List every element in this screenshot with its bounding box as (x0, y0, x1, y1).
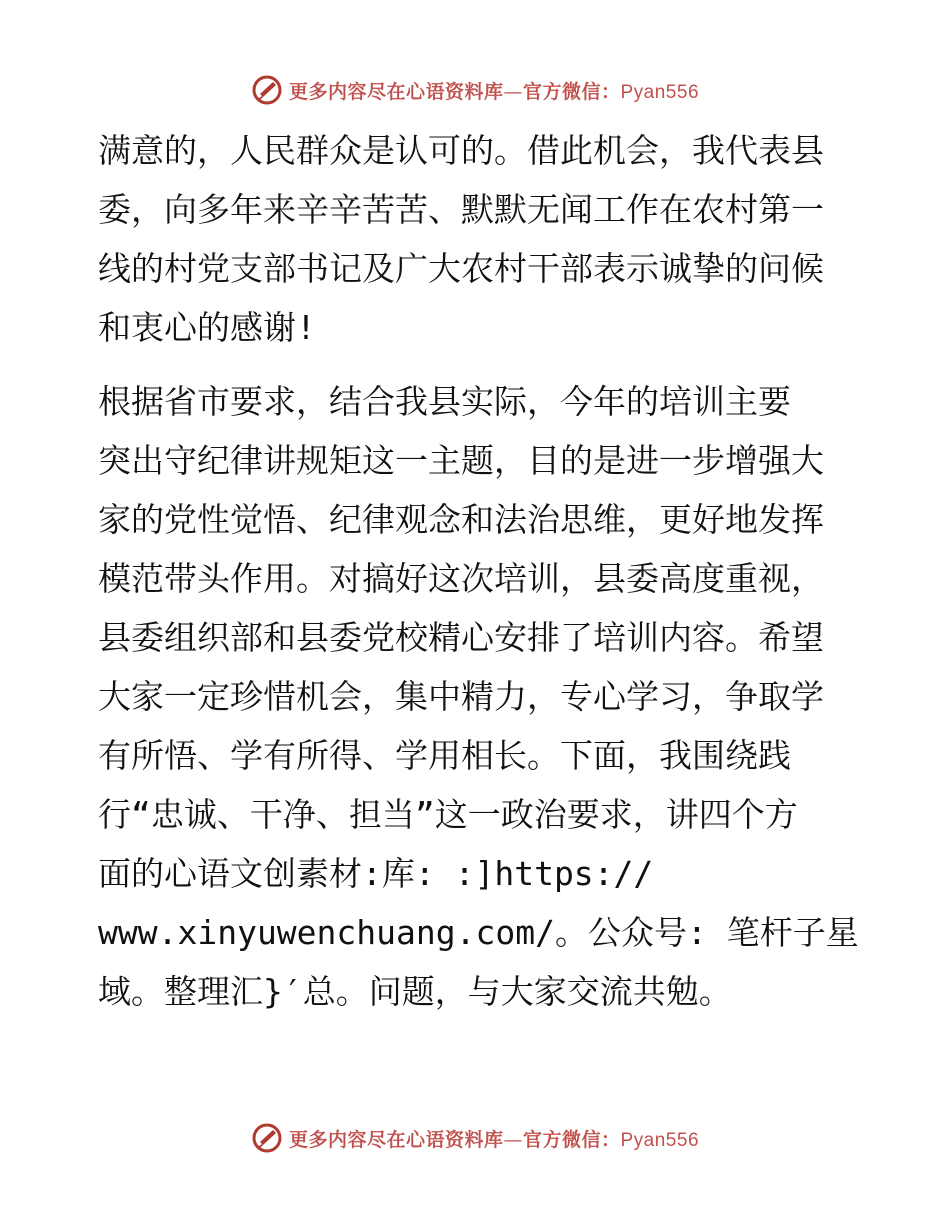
header-wechat-label: 官方微信： (522, 80, 621, 103)
document-body (98, 121, 858, 1021)
paragraph-1 (98, 121, 858, 357)
paragraph-gap (98, 357, 858, 372)
footer-wechat-id: Pyan556 (620, 1129, 700, 1151)
header-text (289, 77, 699, 104)
header-banner (0, 70, 950, 110)
text-line: www.xinyuwenchuang.com/。公众号: 笔杆子星 (98, 913, 859, 952)
footer-brand: 更多内容尽在心语资料库 (288, 1128, 504, 1151)
text-line: 突出守纪律讲规矩这一主题，目的是进一步增强大 (98, 441, 824, 480)
text-line: 线的村党支部书记及广大农村干部表示诚挚的问候 (98, 249, 824, 288)
brand-logo-icon (251, 74, 283, 106)
text-line: 满意的，人民群众是认可的。借此机会，我代表县 (98, 131, 824, 170)
text-line: 县委组织部和县委党校精心安排了培训内容。希望 (98, 618, 824, 657)
text-line: 有所悟、学有所得、学用相长。下面，我围绕践 (98, 736, 791, 775)
footer-wechat-label: 官方微信： (522, 1128, 621, 1151)
text-line: 模范带头作用。对搞好这次培训，县委高度重视， (98, 559, 824, 598)
text-line: 行“忠诚、干净、担当”这一政治要求，讲四个方 (98, 795, 798, 834)
footer-dash: — (503, 1128, 523, 1151)
text-line: 家的党性觉悟、纪律观念和法治思维，更好地发挥 (98, 500, 824, 539)
footer-banner (0, 1118, 950, 1158)
footer-text (289, 1125, 699, 1152)
text-line: 委，向多年来辛辛苦苦、默默无闻工作在农村第一 (98, 190, 824, 229)
text-line: 大家一定珍惜机会，集中精力，专心学习，争取学 (98, 677, 824, 716)
text-line: 域。整理汇}′总。问题，与大家交流共勉。 (98, 972, 732, 1011)
header-dash: — (503, 80, 523, 103)
text-line: 根据省市要求，结合我县实际，今年的培训主要 (98, 382, 791, 421)
header-wechat-id: Pyan556 (620, 81, 700, 103)
paragraph-2 (98, 372, 858, 1021)
text-line: 面的心语文创素材:库: :]https:// (98, 854, 654, 893)
brand-logo-icon (251, 1122, 283, 1154)
header-brand: 更多内容尽在心语资料库 (288, 80, 504, 103)
text-line: 和衷心的感谢! (98, 308, 316, 347)
